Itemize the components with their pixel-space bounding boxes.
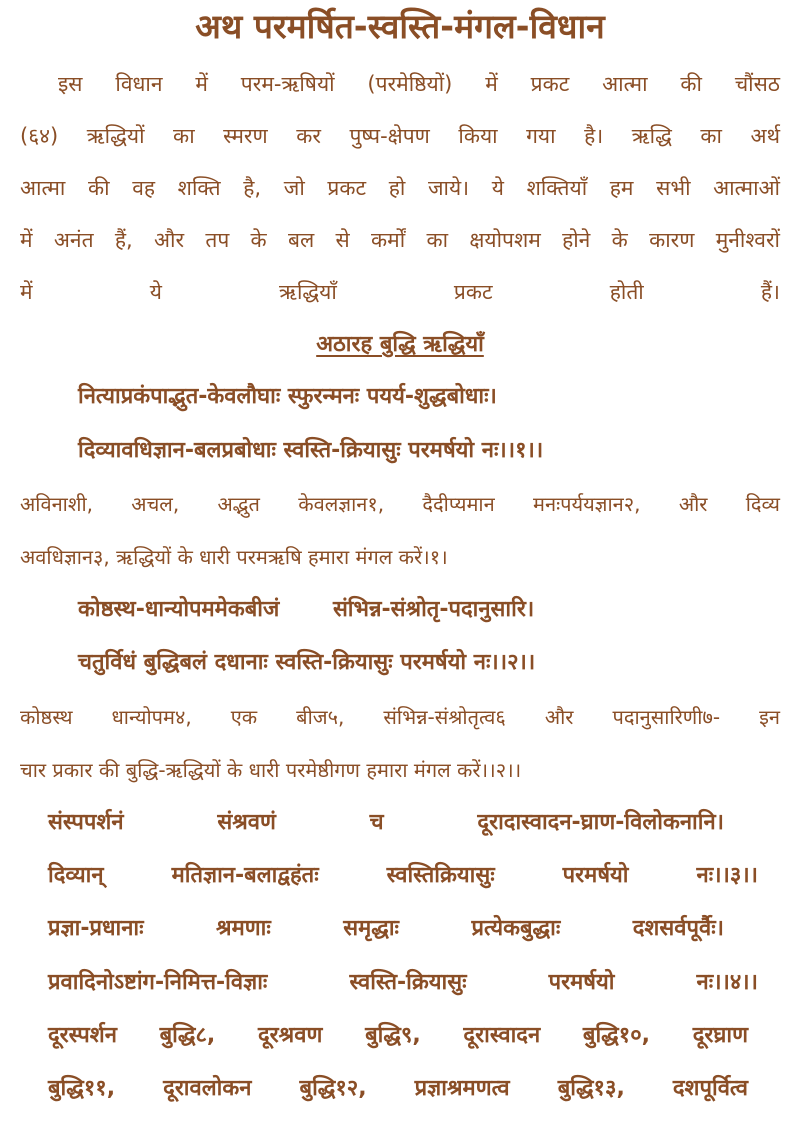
intro-line-3: आत्मा की वह शक्ति है, जो प्रकट हो जाये। ये शक्तियाँ हम सभी आत्माओं: [20, 176, 780, 200]
meaning-3-line-2: बुद्धि११, दूरावलोकन बुद्धि१२, प्रज्ञाश्रमणत्व बुद्धि१३, दशपूर्वित्व: [48, 1076, 748, 1101]
section-heading: [0, 325, 800, 365]
verse-2-line-1: कोष्ठस्थ-धान्योपममेकबीजं संभिन्न-संश्रोतृ-पदानुसारि।: [78, 597, 535, 622]
intro-line-5: में ये ऋद्धियाँ प्रकट होती हैं।: [20, 280, 780, 304]
page-title: अथ परमर्षित-स्वस्ति-मंगल-विधान: [195, 7, 605, 46]
verse-3-line-1: संस्पपर्शनं संश्रवणं च दूरादास्वादन-घ्राण-विलोकनानि।: [48, 810, 724, 835]
verse-2-line-2: चतुर्विधं बुद्धिबलं दधानाः स्वस्ति-क्रियासुः परमर्षयो नः।।२।।: [78, 650, 536, 675]
intro-line-1: इस विधान में परम-ऋषियों (परमेष्ठियों) में प्रकट आत्मा की चौंसठ: [58, 72, 780, 96]
meaning-3-line-1: दूरस्पर्शन बुद्धि८, दूरश्रवण बुद्धि९, दूरास्वादन बुद्धि१०, दूरघ्राण: [48, 1023, 748, 1048]
verse-4-line-2: प्रवादिनोऽष्टांग-निमित्त-विज्ञाः स्वस्ति-क्रियासुः परमर्षयो नः।।४।।: [48, 970, 758, 995]
verse-1-line-1: नित्याप्रकंपाद्भुत-केवलौघाः स्फुरन्मनः पयर्य-शुद्धबोधाः।: [78, 384, 497, 409]
meaning-1-line-1: अविनाशी, अचल, अद्भुत केवलज्ञान१, दैदीप्यमान मनःपर्ययज्ञान२, और दिव्य: [20, 492, 780, 516]
intro-paragraph: [20, 58, 780, 318]
intro-line-2: (६४) ऋद्धियों का स्मरण कर पुष्प-क्षेपण किया गया है। ऋद्धि का अर्थ: [20, 124, 780, 148]
meaning-2-line-1: कोष्ठस्थ धान्योपम४, एक बीज५, संभिन्न-संश्रोतृत्व६ और पदानुसारिणी७- इन: [20, 705, 780, 729]
verse-1-line-2: दिव्यावधिज्ञान-बलप्रबोधाः स्वस्ति-क्रियासुः परमर्षयो नः।।१।।: [78, 438, 544, 463]
verse-3-line-2: दिव्यान् मतिज्ञान-बलाद्वहंतः स्वस्तिक्रियासुः परमर्षयो नः।।३।।: [48, 863, 758, 888]
meaning-1-line-2: अवधिज्ञान३, ऋद्धियों के धारी परमऋषि हमारा मंगल करें।१।: [20, 545, 448, 569]
verse-4-line-1: प्रज्ञा-प्रधानाः श्रमणाः समृद्धाः प्रत्येकबुद्धाः दशसर्वपूर्वैः।: [48, 916, 724, 941]
intro-line-4: में अनंत हैं, और तप के बल से कर्मों का क्षयोपशम होने के कारण मुनीश्वरों: [20, 228, 780, 252]
section-heading-text: अठारह बुद्धि ऋद्धियाँ: [316, 332, 484, 357]
meaning-2-line-2: चार प्रकार की बुद्धि-ऋद्धियों के धारी परमेष्ठीगण हमारा मंगल करें।।२।।: [20, 758, 522, 782]
